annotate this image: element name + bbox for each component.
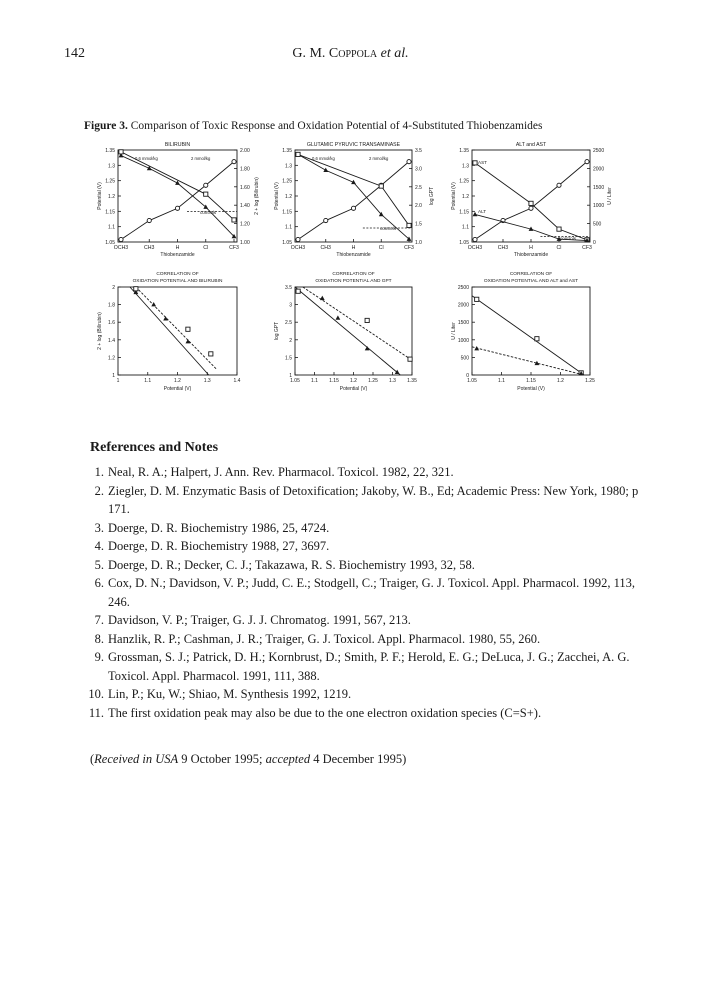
panel-3-series-1-point: [473, 237, 477, 241]
panel-6-series-1-point: [535, 337, 539, 341]
reference-text: Ziegler, D. M. Enzymatic Basis of Detoxification; Jakoby, W. B., Ed; Academic Press: New York, 1980; p 171.: [108, 483, 639, 516]
panel-1-ytick-label: 1.05: [105, 240, 115, 246]
panel-3-series-1-point: [557, 183, 561, 187]
panel-6-ytick-label: 2000: [457, 302, 469, 309]
references-heading: References and Notes: [90, 440, 219, 455]
reference-item: [90, 463, 650, 482]
panel-5-title-line1: CORRELATION OF: [332, 272, 375, 277]
panel-4-title-line2: OXIDATION POTENTIAL AND BILIRUBIN: [132, 279, 223, 284]
reference-text: Hanzlik, R. P.; Cashman, J. R.; Traiger, G. J. Toxicol. Appl. Pharmacol. 1980, 55, 260.: [108, 631, 541, 646]
panel-2-series-3-line: [298, 154, 409, 225]
panel-3-series-3-point: [473, 212, 478, 216]
panel-1-series-1-point: [175, 206, 179, 210]
reference-item: [90, 648, 650, 685]
panel-6-ytick-label: 500: [460, 355, 469, 362]
page-number: 142: [64, 46, 85, 61]
accepted-date: 4 December: [313, 752, 374, 766]
panel-5-ytick-label: 2: [289, 337, 292, 344]
dose-06-note-gpt: 0.6 mmol/kg: [312, 156, 335, 161]
panel-2-ytick-label: 1.05: [282, 240, 292, 246]
panel-4-frame: [118, 287, 237, 375]
panel-1-series-1-point: [204, 183, 208, 187]
panel-4-ylabel: 2 + log (Bilirubin): [97, 312, 103, 350]
controls-note: controls: [199, 210, 217, 215]
panel-4-ytick-label: 1.6: [108, 320, 115, 327]
reference-text: Doerge, D. R.; Decker, C. J.; Takazawa, R. S. Biochemistry 1993, 32, 58.: [108, 557, 475, 572]
panel-5-fit-2: [303, 287, 412, 360]
reference-text: Neal, R. A.; Halpert, J. Ann. Rev. Pharmacol. Toxicol. 1982, 22, 321.: [108, 465, 454, 479]
reference-text: Grossman, S. J.; Patrick, D. H.; Kornbrust, D.; Smith, P. F.; Herold, E. G.; DeLuca, J. G.; Zacchei, A. G. Toxicol. Appl. Pharmacol. 1991, 111, 388.: [108, 650, 630, 683]
panel-2-series-1-point: [351, 206, 355, 210]
panel-4-ytick-label: 1.8: [108, 302, 115, 309]
panel-2-series-3-point: [379, 184, 383, 188]
panel-5-series-2-point: [296, 289, 300, 293]
reference-text: Doerge, D. R. Biochemistry 1986, 25, 4724.: [108, 520, 330, 535]
panel-2-ytick-label: 1.25: [282, 178, 292, 185]
panel-4-ytick-label: 1: [112, 373, 115, 379]
panel-6-xtick-label: 1.15: [526, 378, 536, 384]
panel-1-ytick-label: 1.1: [108, 224, 115, 231]
panel-2-y2tick-label: 1.5: [415, 221, 422, 228]
ast-note: AST: [478, 160, 487, 165]
panel-1-y2tick-label: 1.80: [240, 166, 250, 173]
reference-number: 6.: [94, 576, 104, 590]
panel-2-series-3-point: [407, 223, 411, 227]
panel-3-series-1-point: [529, 206, 533, 210]
reference-item: [90, 482, 650, 519]
panel-4-fit-2: [136, 287, 216, 369]
panel-2-ytick-label: 1.3: [285, 163, 292, 170]
panel-4-title-line1: CORRELATION OF: [156, 272, 199, 277]
panel-6-xtick-label: 1.25: [585, 378, 595, 384]
panel-4-ytick-label: 1.2: [108, 355, 115, 362]
panel-2-y2tick-label: 3.5: [415, 148, 422, 154]
panel-5-xtick-label: 1.3: [389, 378, 396, 384]
panel-6-ytick-label: 1500: [457, 320, 469, 327]
panel-6-ylabel: U / Liter: [451, 322, 457, 340]
panel-2-series-1-point: [324, 218, 328, 222]
panel-2-y2tick-label: 3.0: [415, 166, 422, 173]
panel-4-xtick-label: 1.2: [174, 378, 181, 384]
panel-4-fit-1: [130, 287, 209, 375]
panel-2-series-1-point: [407, 160, 411, 164]
panel-1-ytick-label: 1.35: [105, 148, 115, 154]
panel-1-y2tick-label: 1.60: [240, 184, 250, 191]
panel-5-series-1-point: [320, 296, 325, 300]
panel-3-y2tick-label: 1500: [593, 184, 605, 191]
panel-4-xtick-label: 1.1: [144, 378, 152, 384]
reference-number: 10.: [88, 687, 104, 701]
reference-text: Cox, D. N.; Davidson, V. P.; Judd, C. E.; Stodgell, C.; Traiger, G. J. Toxicol. Appl. Pharmacol. 1992, 113, 246.: [108, 576, 636, 609]
figure-title: Comparison of Toxic Response and Oxidation Potential of 4-Substituted Thiobenzamides: [130, 120, 543, 132]
panel-4-series-2-point: [209, 352, 213, 356]
panel-2-y2tick-label: 1.0: [415, 240, 422, 246]
panel-1-y2tick-label: 2.00: [240, 148, 250, 154]
panel-6-xtick-label: 1.2: [557, 378, 564, 384]
panel-3-ytick-label: 1.15: [459, 209, 469, 216]
panel-1-series-1-line: [121, 162, 234, 240]
figure-label: Figure 3.: [84, 120, 128, 132]
reference-item: [90, 630, 650, 649]
panel-2-ytick-label: 1.35: [282, 148, 292, 154]
reference-number: 11.: [88, 705, 104, 720]
panel-1-ylabel: Potential (V): [97, 182, 103, 210]
panel-4-series-2-point: [186, 327, 190, 331]
panel-5-ytick-label: 3.5: [285, 285, 292, 291]
panel-1-frame: [118, 150, 237, 242]
panel-2-y2tick-label: 2.0: [415, 203, 422, 210]
panel-2-y2tick-label: 2.5: [415, 184, 422, 191]
panel-1-ytick-label: 1.25: [105, 178, 115, 185]
panel-5-ytick-label: 3: [289, 302, 292, 309]
panel-1-xtick-label: CF3: [229, 245, 239, 251]
received-date: 9 October: [181, 752, 231, 766]
panel-1-y2tick-label: 1.00: [240, 240, 250, 246]
panel-3-y2tick-label: 500: [593, 221, 602, 228]
reference-text: The first oxidation peak may also be due to the one electron oxidation species (C=S+).: [108, 705, 542, 720]
panel-6-ytick-label: 1000: [457, 337, 469, 344]
reference-item: [90, 704, 650, 723]
panel-3-ytick-label: 1.1: [462, 224, 469, 231]
panel-1-series-2-line: [121, 156, 234, 237]
controls-note-gpt: controls: [379, 226, 397, 231]
panel-2-xtick-label: CF3: [404, 245, 414, 251]
panel-5-series-2-point: [365, 318, 369, 322]
reference-item: [90, 685, 650, 704]
reference-number: 4.: [94, 539, 104, 553]
panel-5-ytick-label: 1.5: [285, 355, 292, 362]
panel-2-xtick-label: H: [351, 245, 356, 251]
panel-4-xlabel: Potential (V): [163, 386, 192, 392]
panel-5-ytick-label: 1: [289, 373, 292, 379]
panel-1-xlabel: Thiobenzamide: [160, 252, 195, 258]
panel-1-y2tick-label: 1.40: [240, 203, 250, 210]
panel-6-title-line2: OXIDATION POTENTIAL AND ALT and AST: [483, 279, 579, 284]
panel-4-series-1-point: [163, 316, 168, 320]
panel-5-xtick-label: 1.2: [350, 378, 357, 384]
panel-2-series-3-point: [296, 152, 300, 156]
panel-4-xtick-label: 1.4: [233, 378, 241, 384]
panel-2-xlabel: Thiobenzamide: [336, 252, 371, 258]
panel-4-series-1-point: [151, 302, 156, 306]
panel-3-series-2-point: [557, 227, 561, 231]
panel-1-series-3-point: [204, 192, 208, 196]
panel-6-ytick-label: 2500: [457, 285, 469, 291]
panel-3-series-2-point: [529, 201, 533, 205]
panel-6-ytick-label: 0: [466, 373, 469, 379]
panel-6-series-2-point: [474, 346, 479, 350]
panel-3-series-2-point: [473, 161, 477, 165]
accepted-label: accepted: [265, 752, 311, 766]
panel-5-ylabel: log GPT: [274, 321, 280, 341]
reference-text: Doerge, D. R. Biochemistry 1988, 27, 3697.: [108, 539, 330, 553]
panel-3-ylabel-right: U / Liter: [607, 187, 613, 205]
panel-3-ytick-label: 1.05: [459, 240, 469, 246]
reference-number: 7.: [94, 613, 104, 627]
panel-3-xlabel: Thiobenzamide: [513, 252, 549, 258]
running-head-author: G. M. Coppola: [292, 46, 378, 61]
panel-3-y2tick-label: 0: [593, 240, 596, 246]
panel-1-title: BILIRUBIN: [164, 142, 191, 148]
panel-2-xtick-label: Cl: [378, 245, 384, 251]
panel-1-xtick-label: H: [175, 245, 180, 251]
panel-6-fit-1: [472, 296, 584, 375]
dose-2-note: 2 mmol/kg: [191, 156, 211, 161]
reference-number: 3.: [94, 520, 104, 535]
panel-3-ytick-label: 1.3: [462, 163, 469, 170]
panel-5-xtick-label: 1.05: [290, 378, 300, 384]
panel-6-xtick-label: 1.05: [467, 378, 477, 384]
running-head-et-al: et al.: [380, 46, 409, 61]
reference-number: 1.: [94, 465, 104, 479]
reference-item: [90, 537, 650, 556]
panel-2-series-1-point: [296, 237, 300, 241]
controls-note-alt: controls: [559, 236, 577, 241]
alt-note: ALT: [478, 209, 487, 214]
panel-3-ytick-label: 1.2: [462, 194, 469, 200]
reference-item: [90, 611, 650, 630]
panel-2-ytick-label: 1.15: [282, 209, 292, 216]
received-year: 1995;: [234, 752, 263, 766]
panel-2-ylabel: Potential (V): [274, 182, 280, 210]
reference-list: [90, 463, 650, 722]
panel-1-xtick-label: OCH3: [113, 245, 129, 251]
reference-number: 2.: [94, 483, 104, 498]
panel-4-xtick-label: 1: [116, 378, 120, 384]
panel-6-series-1-point: [475, 297, 479, 301]
panel-2-ytick-label: 1.2: [285, 194, 292, 200]
panel-3-xtick-label: OCH3: [467, 245, 483, 251]
panel-1-y2tick-label: 1.20: [240, 221, 250, 228]
panel-5-title-line2: OXIDATION POTENTIAL AND GPT: [315, 279, 392, 284]
reference-number: 5.: [94, 557, 104, 572]
panel-5-xlabel: Potential (V): [339, 386, 368, 392]
panel-1-xtick-label: CH3: [144, 245, 155, 251]
reference-number: 9.: [94, 650, 104, 664]
panel-2-xtick-label: OCH3: [290, 245, 306, 251]
panel-5-xtick-label: 1.25: [368, 378, 378, 384]
panel-5-xtick-label: 1.35: [407, 378, 417, 384]
reference-number: 8.: [94, 631, 104, 646]
panel-1-series-3-point: [119, 150, 123, 154]
panel-3-y2tick-label: 2500: [593, 148, 605, 154]
panel-3-xtick-label: CF3: [582, 245, 592, 251]
panel-1-series-1-point: [232, 160, 236, 164]
panel-4-series-2-point: [134, 287, 138, 291]
panel-5-xtick-label: 1.15: [329, 378, 339, 384]
panel-6-title-line1: CORRELATION OF: [509, 272, 553, 277]
panel-4-ytick-label: 1.4: [108, 337, 115, 344]
panel-5-series-1-point: [395, 370, 400, 374]
panel-3-title: ALT and AST: [515, 142, 547, 148]
panel-3-ytick-label: 1.25: [459, 178, 469, 185]
panel-1-ytick-label: 1.2: [108, 194, 115, 200]
dose-06-note: 0.6 mmol/kg: [135, 156, 158, 161]
panel-2-ytick-label: 1.1: [285, 224, 292, 231]
reference-text: Davidson, V. P.; Traiger, G. J. J. Chromatog. 1991, 567, 213.: [108, 613, 411, 627]
panel-5-xtick-label: 1.1: [311, 378, 318, 384]
panel-2-series-2-point: [323, 168, 328, 172]
reference-text: Lin, P.; Ku, W.; Shiao, M. Synthesis 1992, 1219.: [108, 687, 352, 701]
panel-3-y2tick-label: 2000: [593, 166, 605, 173]
panel-4-xtick-label: 1.3: [203, 378, 211, 384]
panel-2-xtick-label: CH3: [320, 245, 331, 251]
panel-1-ytick-label: 1.15: [105, 209, 115, 216]
reference-item: [90, 556, 650, 575]
reference-item: [90, 574, 650, 611]
panel-1-ytick-label: 1.3: [108, 163, 115, 170]
panel-3-xtick-label: Cl: [556, 245, 562, 251]
panel-3-ytick-label: 1.35: [459, 148, 469, 154]
panel-1-series-1-point: [119, 237, 123, 241]
panel-4-ytick-label: 2: [112, 285, 115, 291]
panel-5-series-1-point: [336, 315, 341, 319]
panel-6-fit-2: [472, 347, 584, 375]
panel-6-xlabel: Potential (V): [517, 386, 545, 392]
received-line: (Received in USA 9 October 1995; accepted 4 December 1995): [90, 752, 407, 766]
panel-3-series-1-point: [585, 160, 589, 164]
panel-1-xtick-label: Cl: [203, 245, 209, 251]
panel-3-xtick-label: CH3: [497, 245, 509, 251]
panel-6-xtick-label: 1.1: [498, 378, 505, 384]
reference-item: [90, 519, 650, 538]
panel-3-ylabel: Potential (V): [451, 182, 457, 210]
received-in-label: Received in USA: [94, 752, 179, 766]
dose-2-note-gpt: 2 mmol/kg: [369, 156, 389, 161]
panel-2-ylabel-right: log GPT: [429, 186, 435, 206]
panel-3-xtick-label: H: [529, 245, 533, 251]
panel-3-y2tick-label: 1000: [593, 203, 605, 210]
panel-2-title: GLUTAMIC PYRUVIC TRANSAMINASE: [306, 142, 401, 148]
accepted-year: 1995: [377, 752, 403, 766]
panel-1-ylabel-right: 2 + log (Bilirubin): [254, 177, 260, 215]
panel-5-frame: [295, 287, 412, 375]
panel-1-series-1-point: [147, 218, 151, 222]
panel-5-series-2-point: [408, 357, 412, 361]
panel-5-fit-1: [295, 287, 400, 375]
panel-1-series-3-point: [232, 218, 236, 222]
panel-5-ytick-label: 2.5: [285, 320, 292, 327]
